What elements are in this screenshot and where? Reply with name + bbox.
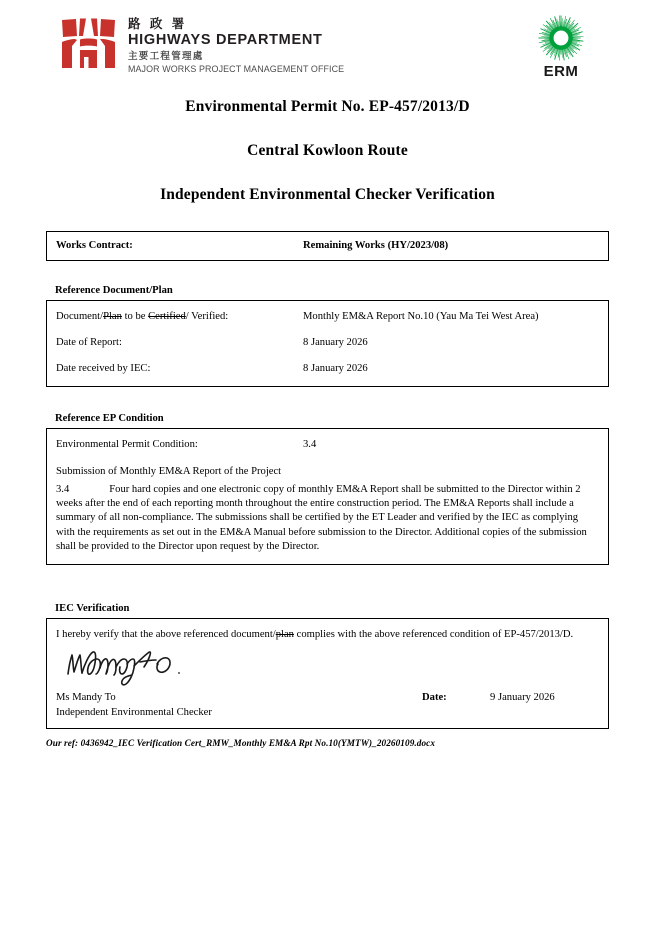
ep-condition-row xyxy=(56,438,599,452)
ep-clause-text: Four hard copies and one electronic copy of monthly EM&A Report shall be submitted to the Director within 2 weeks after the end of each reporting month throughout the entire construction period. The EM&A Reports shall include a summary of all non-compliance. The submissions shall be certified by the ET Leader and verified by the IEC as complying with the requirements as set out in the EM&A Manual before submission to the Director. Additional copies of the submission shall be provided to the Director upon request by the Director. xyxy=(56,484,587,552)
reference-ep-condition-box xyxy=(46,428,609,565)
highways-department-wordmark xyxy=(128,16,351,75)
date-of-report-value: 8 January 2026 xyxy=(303,337,368,348)
date-value: 9 January 2026 xyxy=(490,692,555,704)
ep-condition-label: Environmental Permit Condition: xyxy=(56,439,198,450)
doc-label-segment-3: to be xyxy=(121,311,149,322)
document-to-be-verified-row xyxy=(56,310,599,324)
ep-condition-clause xyxy=(56,483,599,554)
iec-verification-box xyxy=(46,618,609,729)
signature-area xyxy=(56,642,599,690)
reference-ep-condition-heading: Reference EP Condition xyxy=(55,413,164,424)
reference-ep-condition-section xyxy=(46,413,609,565)
doc-label-segment-plan-struck: Plan xyxy=(103,311,122,322)
handwritten-signature xyxy=(62,644,212,688)
highways-department-emblem-icon xyxy=(60,16,118,72)
signatory-role: Independent Environmental Checker xyxy=(56,707,212,719)
works-contract-row xyxy=(56,239,599,253)
doc-label-segment-5: / Verified: xyxy=(185,311,229,322)
document-to-be-verified-label xyxy=(56,310,303,324)
date-received-by-iec-value: 8 January 2026 xyxy=(303,363,368,374)
iec-verification-heading: IEC Verification xyxy=(55,603,130,615)
works-contract-value: Remaining Works (HY/2023/08) xyxy=(303,240,449,251)
iec-stmt-segment-3: complies with the above referenced condition of EP-457/2013/D. xyxy=(293,629,574,641)
iec-stmt-segment-plan-struck: plan xyxy=(275,629,294,641)
ep-condition-number: 3.4 xyxy=(303,439,317,450)
highways-department-logo xyxy=(60,16,351,75)
hd-english-office: MAJOR WORKS PROJECT MANAGEMENT OFFICE xyxy=(128,64,345,74)
iec-stmt-segment-1: I hereby verify that the above referenced document/ xyxy=(56,629,276,641)
date-of-report-row xyxy=(56,336,599,350)
hd-chinese-office: 主要工程管理處 xyxy=(128,51,204,62)
reference-document-box xyxy=(46,300,609,387)
doc-label-segment-1: Document/ xyxy=(56,311,104,322)
date-of-report-label: Date of Report: xyxy=(56,337,122,348)
document-header xyxy=(46,0,609,78)
erm-sunburst-icon xyxy=(537,14,585,62)
date-label: Date: xyxy=(422,692,447,704)
ep-condition-subtitle: Submission of Monthly EM&A Report of the Project xyxy=(56,466,282,477)
works-contract-label: Works Contract: xyxy=(56,240,133,251)
footer-reference: Our ref: 0436942_IEC Verification Cert_RMW_Monthly EM&A Rpt No.10(YMTW)_20260109.docx xyxy=(46,738,436,749)
doc-label-segment-certified-struck: Certified xyxy=(148,311,186,322)
hd-chinese-name: 路 政 署 xyxy=(128,16,187,31)
signatory-line xyxy=(56,690,599,705)
document-type-title: Independent Environmental Checker Verification xyxy=(160,186,495,203)
date-received-by-iec-label: Date received by IEC: xyxy=(56,363,151,374)
reference-document-section xyxy=(46,285,609,387)
project-title: Central Kowloon Route xyxy=(247,142,408,159)
signatory-name: Ms Mandy To xyxy=(56,692,116,704)
permit-number-title: Environmental Permit No. EP-457/2013/D xyxy=(185,98,470,115)
ep-clause-number: 3.4 xyxy=(56,484,70,495)
date-received-by-iec-row xyxy=(56,362,599,376)
iec-verification-section xyxy=(46,603,609,729)
erm-wordmark: ERM xyxy=(543,63,579,80)
iec-verification-statement xyxy=(56,628,599,642)
erm-logo xyxy=(525,14,597,80)
hd-english-name: HIGHWAYS DEPARTMENT xyxy=(128,32,323,48)
document-to-be-verified-value: Monthly EM&A Report No.10 (Yau Ma Tei West Area) xyxy=(303,311,539,322)
works-contract-box xyxy=(46,231,609,261)
reference-document-heading: Reference Document/Plan xyxy=(55,285,173,296)
document-titles xyxy=(46,98,609,204)
